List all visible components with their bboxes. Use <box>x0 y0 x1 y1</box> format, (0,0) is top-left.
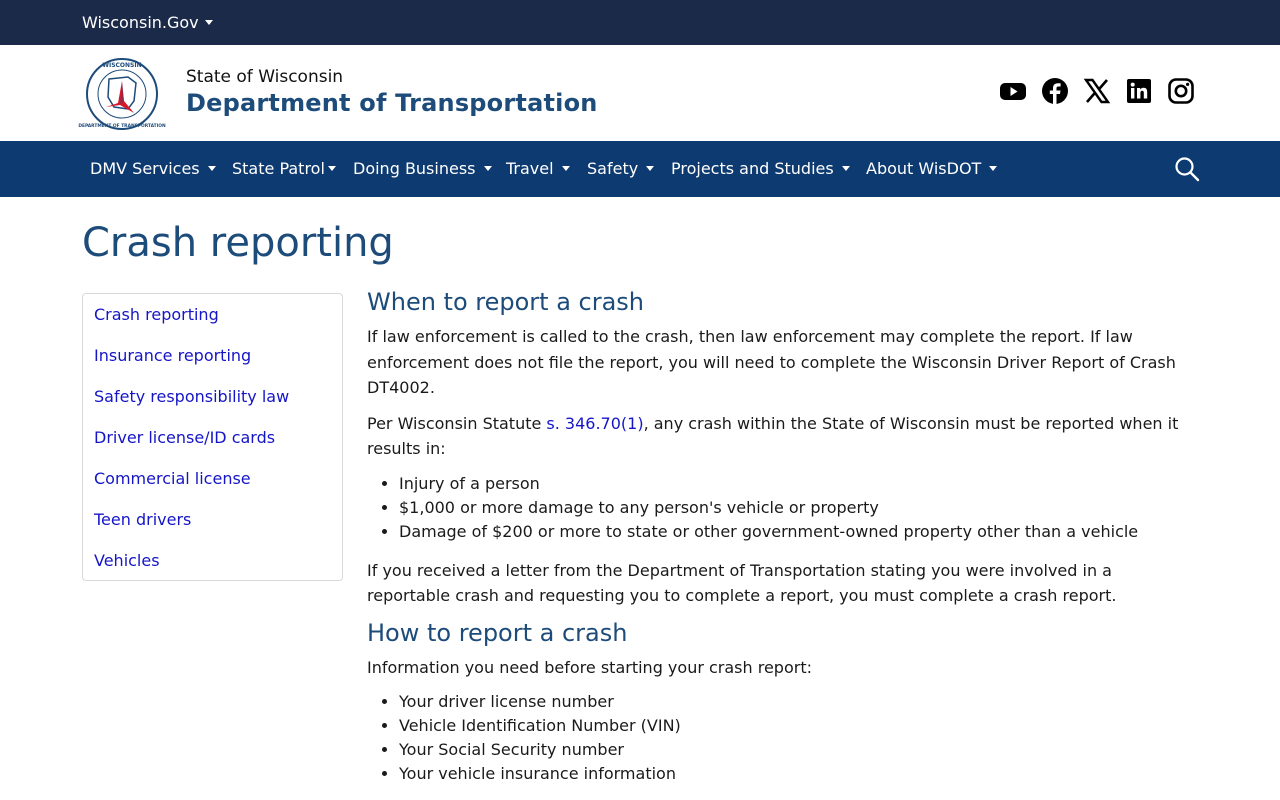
nav-safety[interactable] <box>587 159 654 178</box>
section-heading-when: When to report a crash <box>367 288 645 316</box>
chevron-down-icon <box>842 166 850 171</box>
chevron-down-icon <box>562 166 570 171</box>
chevron-down-icon <box>484 166 492 171</box>
wisdot-logo[interactable] <box>78 57 166 131</box>
nav-item-label: About WisDOT <box>866 159 982 178</box>
statute-prefix: Per Wisconsin Statute <box>367 413 547 433</box>
main-nav <box>0 141 1280 197</box>
sidebar-item-teen-drivers[interactable]: Teen drivers <box>94 510 192 529</box>
search-icon[interactable] <box>1174 156 1200 182</box>
chevron-down-icon <box>208 166 216 171</box>
chevron-down-icon <box>646 166 654 171</box>
list-item: • Vehicle Identification Number (VIN) <box>399 714 1187 738</box>
facebook-icon[interactable] <box>1041 77 1069 105</box>
nav-item-label: Doing Business <box>353 159 476 178</box>
main-content <box>367 288 1187 800</box>
chevron-down-icon <box>328 166 336 171</box>
page-title: Crash reporting <box>82 220 394 266</box>
list-item: • Your Social Security number <box>399 738 1187 762</box>
list-item: • Your vehicle insurance information <box>399 762 1187 786</box>
nav-state-patrol[interactable] <box>232 159 336 178</box>
sidebar-item-safety-responsibility-law[interactable]: Safety responsibility law <box>94 387 290 406</box>
linkedin-icon[interactable] <box>1125 77 1153 105</box>
sidebar-item-driver-license-id-cards[interactable]: Driver license/ID cards <box>94 428 276 447</box>
sidebar-item-vehicles[interactable]: Vehicles <box>94 551 160 570</box>
reportable-conditions-list <box>399 472 1187 544</box>
nav-projects-and-studies[interactable] <box>671 159 850 178</box>
paragraph-statute <box>367 411 1187 462</box>
info-needed-list <box>399 690 1187 786</box>
x-icon[interactable] <box>1083 77 1111 105</box>
nav-item-label: Projects and Studies <box>671 159 834 178</box>
nav-about-wisdot[interactable] <box>866 159 997 178</box>
statute-link[interactable]: s. 346.70(1) <box>546 413 644 433</box>
paragraph-info-needed: Information you need before starting your crash report: <box>367 657 812 677</box>
nav-item-label: Safety <box>587 159 639 178</box>
youtube-icon[interactable] <box>999 77 1027 105</box>
list-item: • Damage of $200 or more to state or other government-owned property other than a vehicle <box>399 520 1187 544</box>
statute-suffix: , any crash within the State of Wisconsin must be reported when it results in: <box>367 413 1179 458</box>
paragraph-law-enforcement: If law enforcement is called to the crash, then law enforcement may complete the report. If law enforcement does not file the report, you will need to complete the Wisconsin Driver Report of Crash DT4002. <box>367 327 1176 397</box>
list-item: • $1,000 or more damage to any person's vehicle or property <box>399 496 1187 520</box>
nav-doing-business[interactable] <box>353 159 492 178</box>
list-item: • Your driver license number <box>399 690 1187 714</box>
nav-item-label: Travel <box>506 159 554 178</box>
list-item: • Injury of a person <box>399 472 1187 496</box>
chevron-down-icon <box>205 20 213 25</box>
nav-dmv-services[interactable] <box>90 159 216 178</box>
nav-item-label: DMV Services <box>90 159 200 178</box>
paragraph-letter: If you received a letter from the Department of Transportation stating you were involved in a reportable crash and requesting you to complete a report, you must complete a crash report. <box>367 560 1117 605</box>
svg-text:WISCONSIN: WISCONSIN <box>102 62 142 69</box>
site-header <box>0 45 1280 141</box>
sidebar-item-commercial-license[interactable]: Commercial license <box>94 469 251 488</box>
instagram-icon[interactable] <box>1167 77 1195 105</box>
svg-text:DEPARTMENT OF TRANSPORTATION: DEPARTMENT OF TRANSPORTATION <box>78 124 166 129</box>
brand-subtitle: State of Wisconsin <box>186 67 344 87</box>
wisconsin-gov-label: Wisconsin.Gov <box>82 13 199 32</box>
nav-travel[interactable] <box>506 159 570 178</box>
top-bar <box>0 0 1280 45</box>
brand-title[interactable]: Department of Transportation <box>186 89 598 117</box>
sidebar-nav <box>82 293 343 581</box>
sidebar-item-crash-reporting[interactable]: Crash reporting <box>94 305 219 324</box>
wisconsin-gov-dropdown[interactable] <box>82 13 213 32</box>
nav-item-label: State Patrol <box>232 159 325 178</box>
chevron-down-icon <box>989 166 997 171</box>
section-heading-how: How to report a crash <box>367 618 628 647</box>
sidebar-item-insurance-reporting[interactable]: Insurance reporting <box>94 346 252 365</box>
